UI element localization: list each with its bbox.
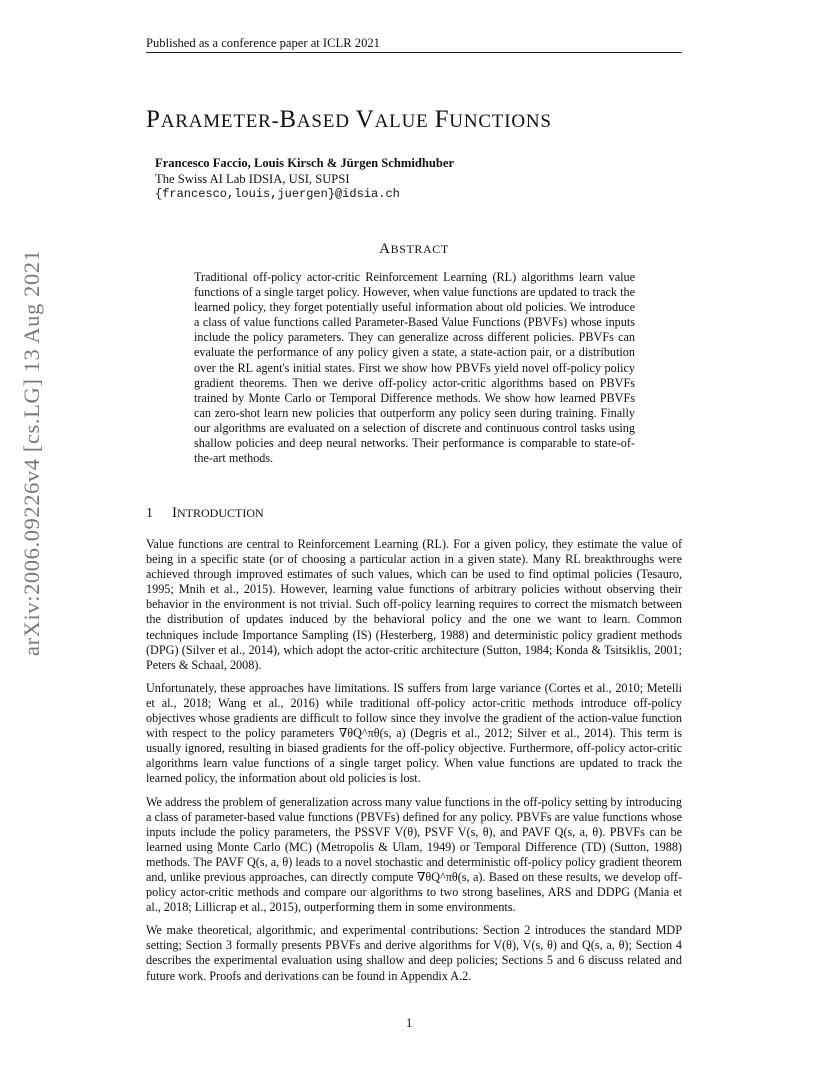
arxiv-identifier[interactable]: arXiv:2006.09226v4 [cs.LG] 13 Aug 2021 <box>19 249 44 656</box>
paragraph-4: We make theoretical, algorithmic, and experimental contributions: Section 2 introduces the standard MDP setting; Section 3 formally presents PBVFs and derive algorithms for V(θ), V(s, θ) and Q(s, a, θ); Section 4 describes the experimental evaluation using shallow and deep policies; Sections 5 and 6 discuss related and future work. Proofs and derivations can be found in Appendix A.2. <box>146 923 682 983</box>
section-number: 1 <box>146 506 153 521</box>
paragraph-3: We address the problem of generalization across many value functions in the off-policy setting by introducing a class of parameter-based value functions (PBVFs) defined for any policy. PBVFs are value functions whose inputs include the policy parameters, the PSSVF V(θ), PSVF V(s, θ), and PAVF Q(s, a, θ). PBVFs can be learned using Monte Carlo (MC) (Metropolis & Ulam, 1949) or Temporal Difference (TD) (Sutton, 1988) methods. The PAVF Q(s, a, θ) leads to a novel stochastic and deterministic off-policy policy gradient theorem and, unlike previous approaches, can directly compute ∇θQ^πθ(s, a). Based on these results, we develop off-policy actor-critic methods and compare our algorithms to two strong baselines, ARS and DDPG (Mania et al., 2018; Lillicrap et al., 2015), outperforming them in some environments. <box>146 794 682 915</box>
section-heading: 1 INTRODUCTION <box>146 505 264 521</box>
author-email[interactable]: {francesco,louis,juergen}@idsia.ch <box>155 187 400 201</box>
introduction-body <box>146 537 682 992</box>
paper-authors: Francesco Faccio, Louis Kirsch & Jürgen Schmidhuber <box>155 156 455 170</box>
paragraph-1: Value functions are central to Reinforcement Learning (RL). For a given policy, they estimate the value of being in a specific state (or of choosing a particular action in a given state). Many RL breakthroughs were achieved through improved estimates of such values, which can be used to find optimal policies (Tesauro, 1995; Mnih et al., 2015). However, learning value functions of arbitrary policies without observing their behavior in the environment is not trivial. Such off-policy learning requires to correct the mismatch between the distribution of updates induced by the behavioral policy and the one we want to learn. Common techniques include Importance Sampling (IS) (Hesterberg, 1988) and deterministic policy gradient methods (DPG) (Silver et al., 2014), which adopt the actor-critic architecture (Sutton, 1984; Konda & Tsitsiklis, 2001; Peters & Schaal, 2008). <box>146 537 682 672</box>
paragraph-2: Unfortunately, these approaches have limitations. IS suffers from large variance (Cortes et al., 2010; Metelli et al., 2018; Wang et al., 2016) while traditional off-policy actor-critic methods introduce off-policy objectives whose gradients are difficult to follow since they involve the gradient of the action-value function with respect to the policy parameters ∇θQ^πθ(s, a) (Degris et al., 2012; Silver et al., 2014). This term is usually ignored, resulting in biased gradients for the off-policy objective. Furthermore, off-policy actor-critic algorithms learn value functions of a single target policy. When value functions are updated to track the learned policy, the information about old policies is lost. <box>146 680 682 786</box>
page-number: 1 <box>406 1016 413 1030</box>
header-rule <box>146 52 682 53</box>
abstract-heading: ABSTRACT <box>379 241 449 257</box>
running-header: Published as a conference paper at ICLR 2021 <box>146 36 380 50</box>
author-affiliation: The Swiss AI Lab IDSIA, USI, SUPSI <box>155 172 350 186</box>
abstract-text: Traditional off-policy actor-critic Reinforcement Learning (RL) algorithms learn value functions of a single target policy. However, when value functions are updated to track the learned policy, they forget potentially useful information about old policies. We introduce a class of value functions called Parameter-Based Value Functions (PBVFs) whose inputs include the policy parameters. They can generalize across different policies. PBVFs can evaluate the performance of any policy given a state, a state-action pair, or a distribution over the RL agent's initial states. First we show how PBVFs yield novel off-policy policy gradient theorems. Then we derive off-policy actor-critic algorithms based on PBVFs trained by Monte Carlo or Temporal Difference methods. We show how learned PBVFs can zero-shot learn new policies that outperform any policy seen during training. Finally our algorithms are evaluated on a selection of discrete and continuous control tasks using shallow policies and deep neural networks. Their performance is comparable to state-of-the-art methods. <box>194 270 635 466</box>
paper-title: PARAMETER-BASED VALUE FUNCTIONS <box>146 106 552 133</box>
